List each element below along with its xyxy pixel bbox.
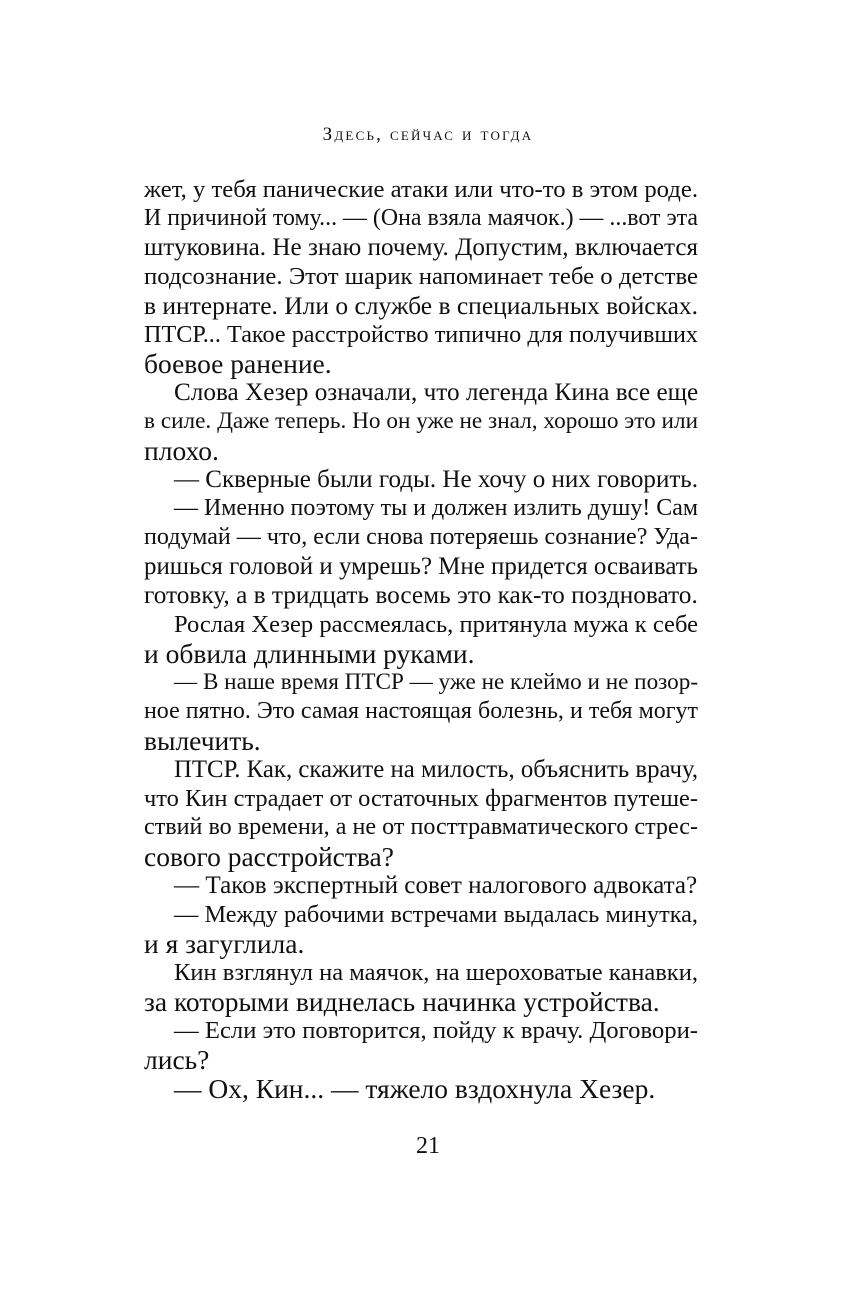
text-line: — В наше время ПТСР — уже не клеймо и не позор-: [174, 669, 699, 695]
text-line: что Кин страдает от остаточных фрагментов путеше-: [144, 785, 698, 812]
text-line: — Именно поэтому ты и должен излить душу! Сам: [174, 495, 698, 521]
text-line: — Скверные были годы. Не хочу о них говорить.: [174, 466, 698, 493]
text-line: в интернате. Или о службе в специальных войсках.: [144, 291, 698, 320]
text-line: Кин взглянул на маячок, на шероховатые канавки,: [174, 959, 698, 986]
text-line: — Если это повторится, пойду к врачу. Договори-: [174, 1017, 698, 1044]
text-line: готовку, а в тридцать восемь это как-то поздновато.: [144, 581, 698, 609]
text-line: — Между рабочими встречами выдалась минутка,: [174, 901, 698, 928]
text-line: штуковина. Не знаю почему. Допустим, включается: [144, 234, 698, 261]
text-line: Рослая Хезер рассмеялась, притянула мужа к себе: [174, 611, 698, 638]
text-line: жет, у тебя панические атаки или что-то в этом роде.: [144, 176, 698, 203]
text-line: и я загуглила.: [144, 928, 305, 959]
text-line: лись?: [144, 1044, 210, 1075]
text-line: боевое ранение.: [144, 348, 332, 379]
text-line: подсознание. Этот шарик напоминает тебе о детстве: [144, 263, 698, 290]
text-line: вылечить.: [144, 725, 261, 756]
text-line: ствий во времени, а не от посттравматического стрес-: [144, 814, 698, 840]
running-head: Здесь, сейчас и тогда: [322, 124, 534, 145]
text-line: — Таков экспертный совет налогового адвоката?: [174, 872, 698, 899]
text-line: И причиной тому... — (Она взяла маячок.) — ...вот эта: [144, 205, 698, 231]
text-line: Слова Хезер означали, что легенда Кина все еще: [174, 379, 699, 406]
text-line: — Ох, Кин... — тяжело вздохнула Хезер.: [174, 1073, 656, 1104]
text-line: подумай — что, если снова потеряешь сознание? Уда-: [144, 524, 698, 550]
page-number: 21: [416, 1133, 440, 1159]
text-line: за которыми виднелась начинка устройства.: [144, 986, 660, 1017]
text-line: в силе. Даже теперь. Но он уже не знал, хорошо это или: [144, 408, 698, 434]
text-line: ПТСР... Такое расстройство типично для получивших: [144, 321, 698, 348]
text-line: сового расстройства?: [144, 841, 394, 872]
text-line: ПТСР. Как, скажите на милость, объяснить врачу,: [174, 756, 699, 783]
body-text: [144, 175, 698, 1103]
text-line: и обвила длинными руками.: [144, 638, 475, 669]
text-line: ное пятно. Это самая настоящая болезнь, и тебя могут: [144, 698, 698, 724]
text-line: плохо.: [144, 435, 219, 466]
text-line: ришься головой и умрешь? Мне придется осваивать: [144, 553, 698, 580]
